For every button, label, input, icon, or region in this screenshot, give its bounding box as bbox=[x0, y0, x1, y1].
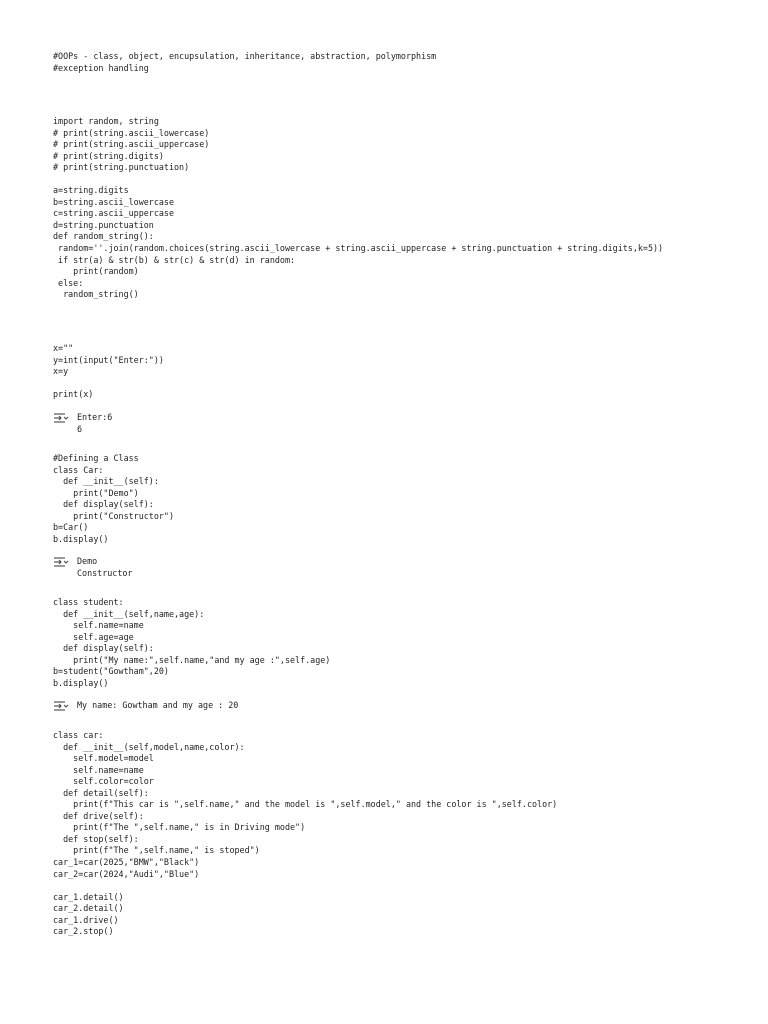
code-cell-input[interactable]: x="" y=int(input("Enter:")) x=y print(x) bbox=[53, 343, 164, 400]
output-area-input bbox=[53, 412, 112, 435]
code-cell-oops-comment[interactable]: #OOPs - class, object, encupsulation, inheritance, abstraction, polymorphism #exception handling bbox=[53, 51, 437, 73]
cell-output-input: Enter:6 6 bbox=[77, 412, 113, 434]
cell-output-class-car: Demo Constructor bbox=[77, 556, 133, 578]
code-cell-student[interactable]: class student: def __init__(self,name,age): self.name=name self.age=age def display(self): print("My name:",self.name,"and my age :",self.age) b=student("Gowtham",20) b.display() bbox=[53, 597, 331, 688]
output-toggle-icon[interactable] bbox=[53, 412, 69, 424]
code-cell-class-car[interactable]: #Defining a Class class Car: def __init__(self): print("Demo") def display(self): print("Constructor") b=Car() b.display() bbox=[53, 453, 175, 544]
output-area-student bbox=[53, 700, 238, 712]
cell-output-student: My name: Gowtham and my age : 20 bbox=[77, 700, 239, 710]
output-area-class-car bbox=[53, 556, 132, 579]
code-cell-class-car-methods[interactable]: class car: def __init__(self,model,name,color): self.model=model self.name=name self.color=color def detail(self): print(f"This car is ",self.name," and the model is ",self.model," and the color is ",self.color) def drive(self): print(f"The ",self.name," is in Driving mode") def stop(self): print(f"The ",self.name," is stoped") car_1=car(2025,"BMW","Black") car_2=car(2024,"Audi","Blue") car_1.detail() car_2.detail() car_1.drive() car_2.stop() bbox=[53, 730, 558, 937]
code-cell-random-string[interactable]: import random, string # print(string.ascii_lowercase) # print(string.ascii_uppercase) # print(string.digits) # print(string.punctuation) a=string.digits b=string.ascii_lowercase c=string.ascii_uppercase d=string.punctuation def random_string(): random=''.join(random.choices(string.ascii_lowercase + string.ascii_uppercase + string.punctuation + string.digits,k=5)) if str(a) & str(b) & str(c) & str(d) in random: print(random) else: random_string() bbox=[53, 116, 664, 300]
output-toggle-icon[interactable] bbox=[53, 556, 69, 568]
output-toggle-icon[interactable] bbox=[53, 700, 69, 712]
